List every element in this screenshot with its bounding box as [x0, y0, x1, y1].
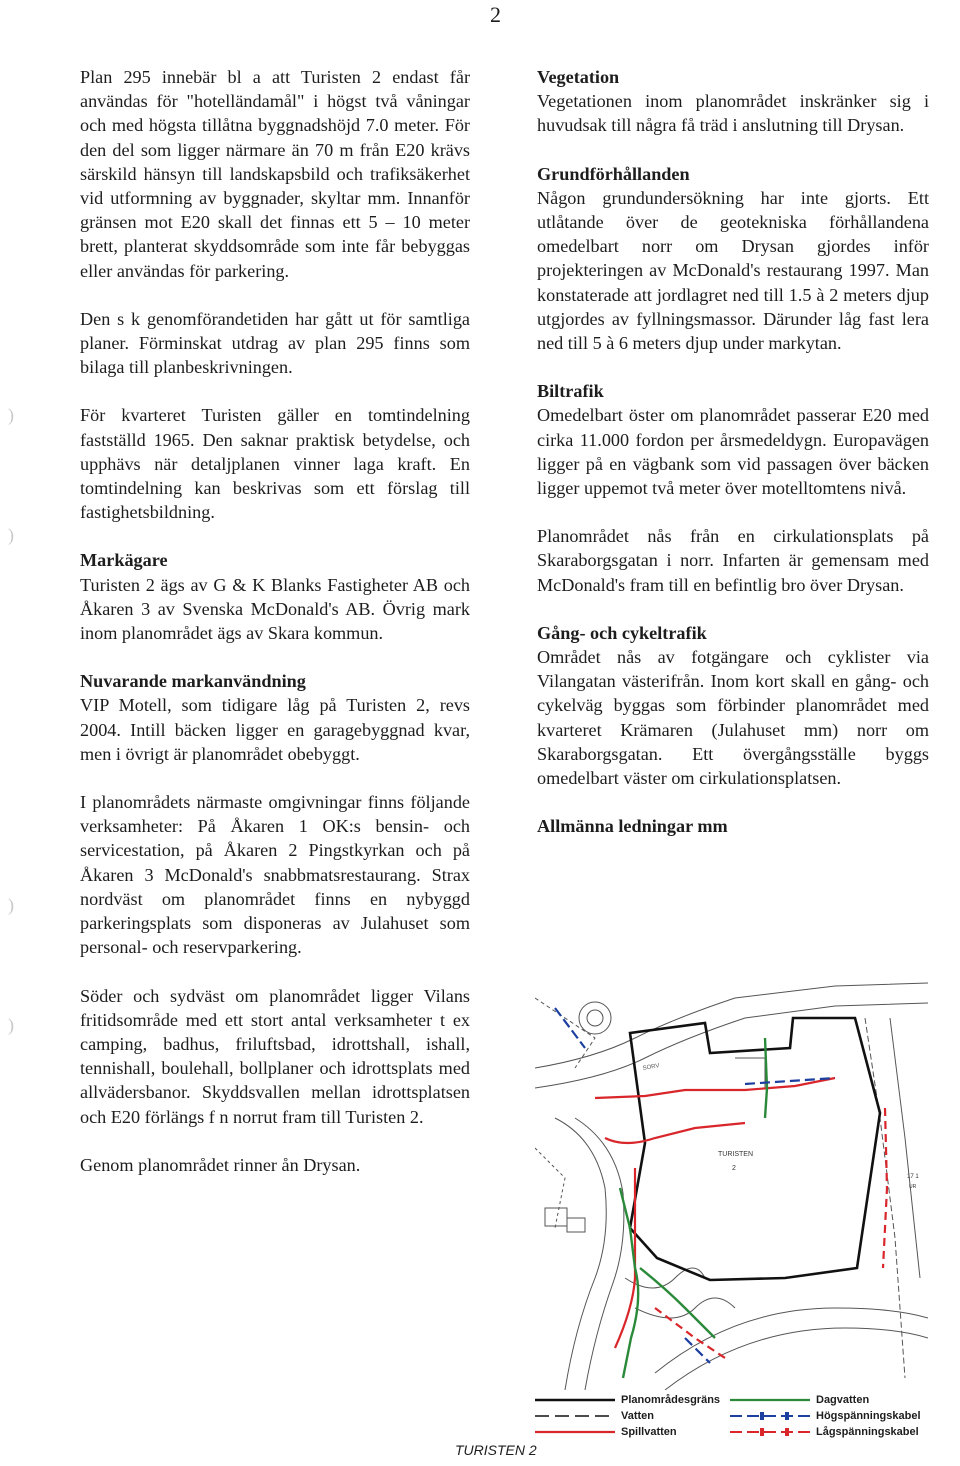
road-edge — [575, 1118, 624, 1390]
property-line — [535, 998, 595, 1068]
vegetation-heading: Vegetation — [537, 67, 620, 87]
road-edge — [555, 1118, 606, 1390]
drysan-paragraph: Genom planområdet rinner ån Drysan. — [80, 1154, 361, 1175]
legend-item-hv — [730, 1409, 921, 1423]
property-line — [865, 1018, 905, 1378]
fritidsomrade-paragraph: Söder och sydväst om planområdet ligger Vilans fritidsområde med ett stort antal verksamheter t ex camping, badhus, friluftsbad, idrottshall, ishall, tennishall, boulehall, bollplaner och idrottsplats med allvädersbanor. Skyddsvallen mellan idrottsplatsen och E20 förlängs f n norrut fram till Turisten 2. — [80, 985, 470, 1127]
map-label-turisten-number: 2 — [732, 1165, 736, 1172]
property-line — [535, 1148, 565, 1228]
plan-paragraph: Plan 295 innebär bl a att Turisten 2 endast får användas för "hotelländamål" i högst två våningar och med högsta tillåtna byggnadshöjd 7.0 meter. För den del som ligger närmare än 70 m från E20 krävs särskild hänsyn till landskapsbild och trafiksäkerhet vid utformning av byggnader, skyltar mm. Innanför gränsen mot E20 skall det finnas ett 5 – 10 meter brett, planterat skyddsområde som inte får bebyggas eller användas för parkering. — [80, 67, 470, 281]
omgivning-paragraph: I planområdets närmaste omgivningar finns följande verksamheter: På Åkaren 1 OK:s bensin- och servicestation, på Åkaren 2 Pingstkyrkan och på Åkaren 3 McDonald's snabbmatsrestaurang. Strax nordväst om planområdet finns en nybyggd parkeringsplats som disponeras av Julahuset som personal- och reservparkering. — [80, 792, 470, 958]
map-label-right-bottom: UR — [909, 1184, 917, 1190]
legend-label: Lågspänningskabel — [816, 1426, 919, 1438]
sewer-pipe — [605, 1123, 745, 1143]
legend-storm-icon — [730, 1393, 810, 1407]
road-edge — [890, 1018, 920, 1278]
margin-mark: ) — [8, 1015, 14, 1035]
grundforhallanden-heading: Grundförhållanden — [537, 163, 690, 184]
markanvandning-heading: Nuvarande markanvändning — [80, 671, 306, 692]
legend-label: Vatten — [621, 1410, 655, 1422]
hv-cable — [685, 1338, 710, 1363]
legend-item-lv — [730, 1425, 919, 1439]
infart-paragraph: Planområdet nås från en cirkulationsplats på Skaraborgsgatan i norr. Infarten är gemensam med McDonald's fram till en befintlig bro över Drysan. — [537, 526, 929, 595]
map-label-road: SORV — [642, 1063, 660, 1072]
margin-mark: ) — [8, 895, 14, 915]
ledningar-heading: Allmänna ledningar mm — [537, 816, 728, 837]
hv-cable — [555, 1008, 585, 1048]
margin-mark: ) — [8, 405, 14, 425]
markanvandning-paragraph: VIP Motell, som tidigare låg på Turisten 2, revs 2004. Intill bäcken ligger en garagebyggnad kvar, men i övrigt är planområdet obebyggt. — [80, 695, 470, 764]
road-edge — [665, 1328, 928, 1390]
legend-water-icon — [535, 1409, 615, 1423]
legend-label: Spillvatten — [621, 1426, 677, 1438]
legend-label: Högspänningskabel — [816, 1410, 921, 1422]
markanvandning-section — [80, 669, 470, 1177]
footer-label: TURISTEN 2 — [455, 1442, 537, 1458]
biltrafik-heading: Biltrafik — [537, 381, 604, 402]
markagare-section — [80, 548, 470, 645]
lv-cable — [655, 1308, 725, 1358]
legend-lv-icon — [730, 1425, 810, 1439]
map-label-right-top: 17 1 — [907, 1174, 919, 1180]
gang-cykel-text: Området nås av fotgängare och cyklister via Vilangatan västerifrån. Inom kort skall en gång- och cykelväg byggas som förbinder planområdet med kvarteret Krämaren (Julahuset mm) norr om Skaraborgsgatan. Ett övergångsställe byggs omedelbart väster om cirkulationsplatsen. — [537, 647, 929, 789]
tomtindelning-paragraph: För kvarteret Turisten gäller en tomtindelning fastställd 1965. Den saknar praktisk betydelse, och upphävs när detaljplanen vinner laga kraft. En tomtindelning kan beskrivas som ett förslag till fastighetsbildning. — [80, 405, 470, 523]
legend-item-water — [535, 1409, 654, 1423]
utility-map-svg — [535, 978, 928, 1390]
sewer-pipe — [615, 1168, 635, 1348]
legend-item-sewer — [535, 1425, 677, 1439]
gang-cykel-section — [537, 621, 929, 790]
biltrafik-paragraph: Omedelbart öster om planområdet passerar E20 med cirka 11.000 fordon per årsmedeldygn. Europavägen ligger på en vägbank som vid passagen över bäcken ligger uppemot två meter över motelltomtens nivå. — [537, 405, 929, 499]
legend-boundary-icon — [535, 1393, 615, 1407]
left-column — [80, 65, 470, 1201]
vegetation-text: Vegetationen inom planområdet inskränker sig i huvudsak till några få träd i anslutning till Drysan. — [537, 91, 929, 136]
plan-boundary — [630, 1018, 880, 1280]
grundforhallanden-text: Någon grundundersökning har inte gjorts. Ett utlåtande över de geotekniska förhållandena omedelbart norr om Drysan gjordes inför projekteringen av McDonald's restaurang 1997. Man konstaterade att jordlagret ned till 1.5 à 2 meters djup utgjordes av fyllningsmassor. Därunder låg fast lera ned till 5 à 6 meters djup under markytan. — [537, 187, 929, 354]
roundabout-outline — [587, 1010, 603, 1026]
building-outline — [567, 1218, 585, 1232]
building-outline — [545, 1208, 567, 1226]
right-column — [537, 65, 929, 838]
legend-label: Planområdesgräns — [621, 1394, 721, 1406]
margin-mark: ) — [8, 525, 14, 545]
legend-hv-icon — [730, 1409, 810, 1423]
markagare-heading: Markägare — [80, 550, 168, 571]
grundforhallanden-section — [537, 162, 929, 356]
page-number: 2 — [490, 2, 501, 27]
legend-label: Dagvatten — [816, 1394, 870, 1406]
vegetation-section — [537, 65, 929, 138]
markagare-text: Turisten 2 ägs av G & K Blanks Fastigheter AB och Åkaren 3 av Svenska McDonald's AB. Övrig mark inom planområdet ägs av Skara kommun. — [80, 574, 470, 644]
map-legend — [535, 1393, 928, 1439]
legend-item-storm — [730, 1393, 869, 1407]
utility-map — [535, 978, 928, 1390]
gang-cykel-heading: Gång- och cykeltrafik — [537, 622, 707, 643]
lv-cable — [883, 1108, 887, 1268]
legend-sewer-icon — [535, 1425, 615, 1439]
map-label-turisten: TURISTEN — [718, 1151, 753, 1158]
roundabout-outline — [579, 1002, 611, 1034]
biltrafik-section — [537, 379, 929, 597]
genomforandetid-paragraph: Den s k genomförandetiden har gått ut för samtliga planer. Förminskat utdrag av plan 295 finns som bilaga till planbeskrivningen. — [80, 308, 470, 378]
legend-item-boundary — [535, 1393, 720, 1407]
